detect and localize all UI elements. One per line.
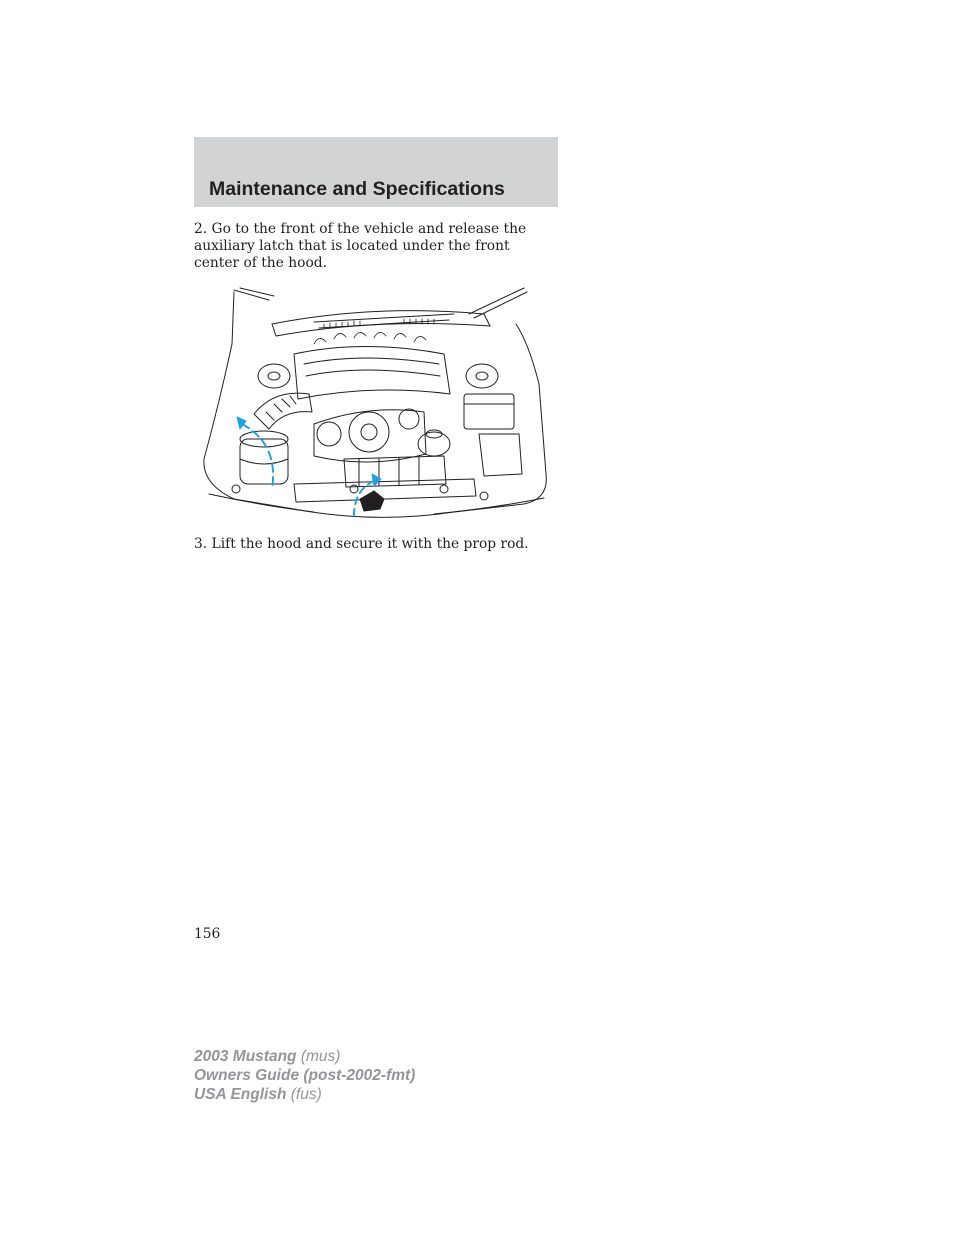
step-3-instruction: 3. Lift the hood and secure it with the prop rod. bbox=[194, 536, 529, 552]
footer bbox=[194, 1047, 415, 1104]
engine-compartment-figure bbox=[194, 284, 554, 524]
step-2-instruction: 2. Go to the front of the vehicle and release the auxiliary latch that is located under the front center of the hood. bbox=[194, 221, 527, 271]
footer-line-2: Owners Guide (post-2002-fmt) bbox=[194, 1067, 416, 1084]
page-number: 156 bbox=[194, 926, 221, 942]
section-title: Maintenance and Specifications bbox=[209, 178, 505, 200]
section-header-band bbox=[194, 137, 558, 207]
footer-line-1: 2003 Mustang (mus) bbox=[194, 1048, 341, 1065]
footer-line-3: USA English (fus) bbox=[194, 1086, 322, 1103]
engine-compartment-illustration-icon bbox=[194, 284, 554, 524]
